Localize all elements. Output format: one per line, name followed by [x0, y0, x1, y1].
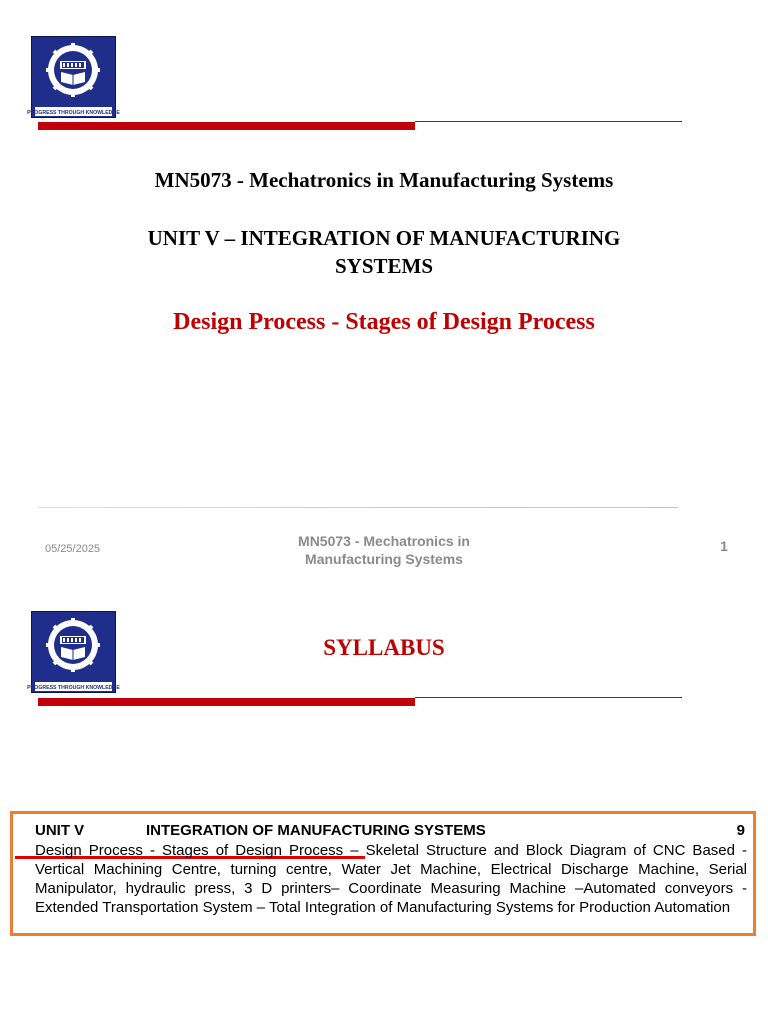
- header-bar-thick: [38, 698, 415, 706]
- syllabus-content: [35, 841, 747, 917]
- logo-motto: PROGRESS THROUGH KNOWLEDGE: [27, 110, 120, 116]
- footer-divider: [38, 507, 678, 508]
- syllabus-slide: [0, 590, 768, 1024]
- logo-motto: PROGRESS THROUGH KNOWLEDGE: [27, 685, 120, 691]
- course-title: MN5073 - Mechatronics in Manufacturing Systems: [154, 168, 614, 192]
- syllabus-rest: – Skeletal Structure and Block Diagram of CNC Based - Vertical Machining Centre, turning centre, Water Jet Machine, Electrical Discharge Machine, Serial Manipulator, hydraulic press, 3 D printers– Coordinate Measuring Machine –Automated conveyors - Extended Transportation System – Total Integration of Manufacturing Systems for Production Automation: [35, 842, 747, 916]
- header-bar-thin: [415, 121, 682, 122]
- syllabus-box: [10, 811, 756, 936]
- page-number: 1: [720, 538, 728, 554]
- syllabus-highlight: Design Process - Stages of Design Process: [35, 842, 344, 859]
- syllabus-header: [35, 822, 745, 840]
- syllabus-heading: INTEGRATION OF MANUFACTURING SYSTEMS: [146, 822, 486, 839]
- footer-title: MN5073 - Mechatronics in Manufacturing Systems: [298, 533, 470, 567]
- syllabus-hours: 9: [736, 822, 745, 839]
- header-bar-thick: [38, 122, 415, 130]
- header-bar-thin: [415, 697, 682, 698]
- syllabus-title: SYLLABUS: [323, 635, 445, 660]
- footer-date: 05/25/2025: [45, 543, 101, 555]
- university-logo: [27, 36, 120, 118]
- topic-title: Design Process - Stages of Design Process: [173, 309, 595, 335]
- unit-title: UNIT V – INTEGRATION OF MANUFACTURING SYSTEMS: [147, 226, 621, 278]
- syllabus-unit: UNIT V: [35, 822, 85, 839]
